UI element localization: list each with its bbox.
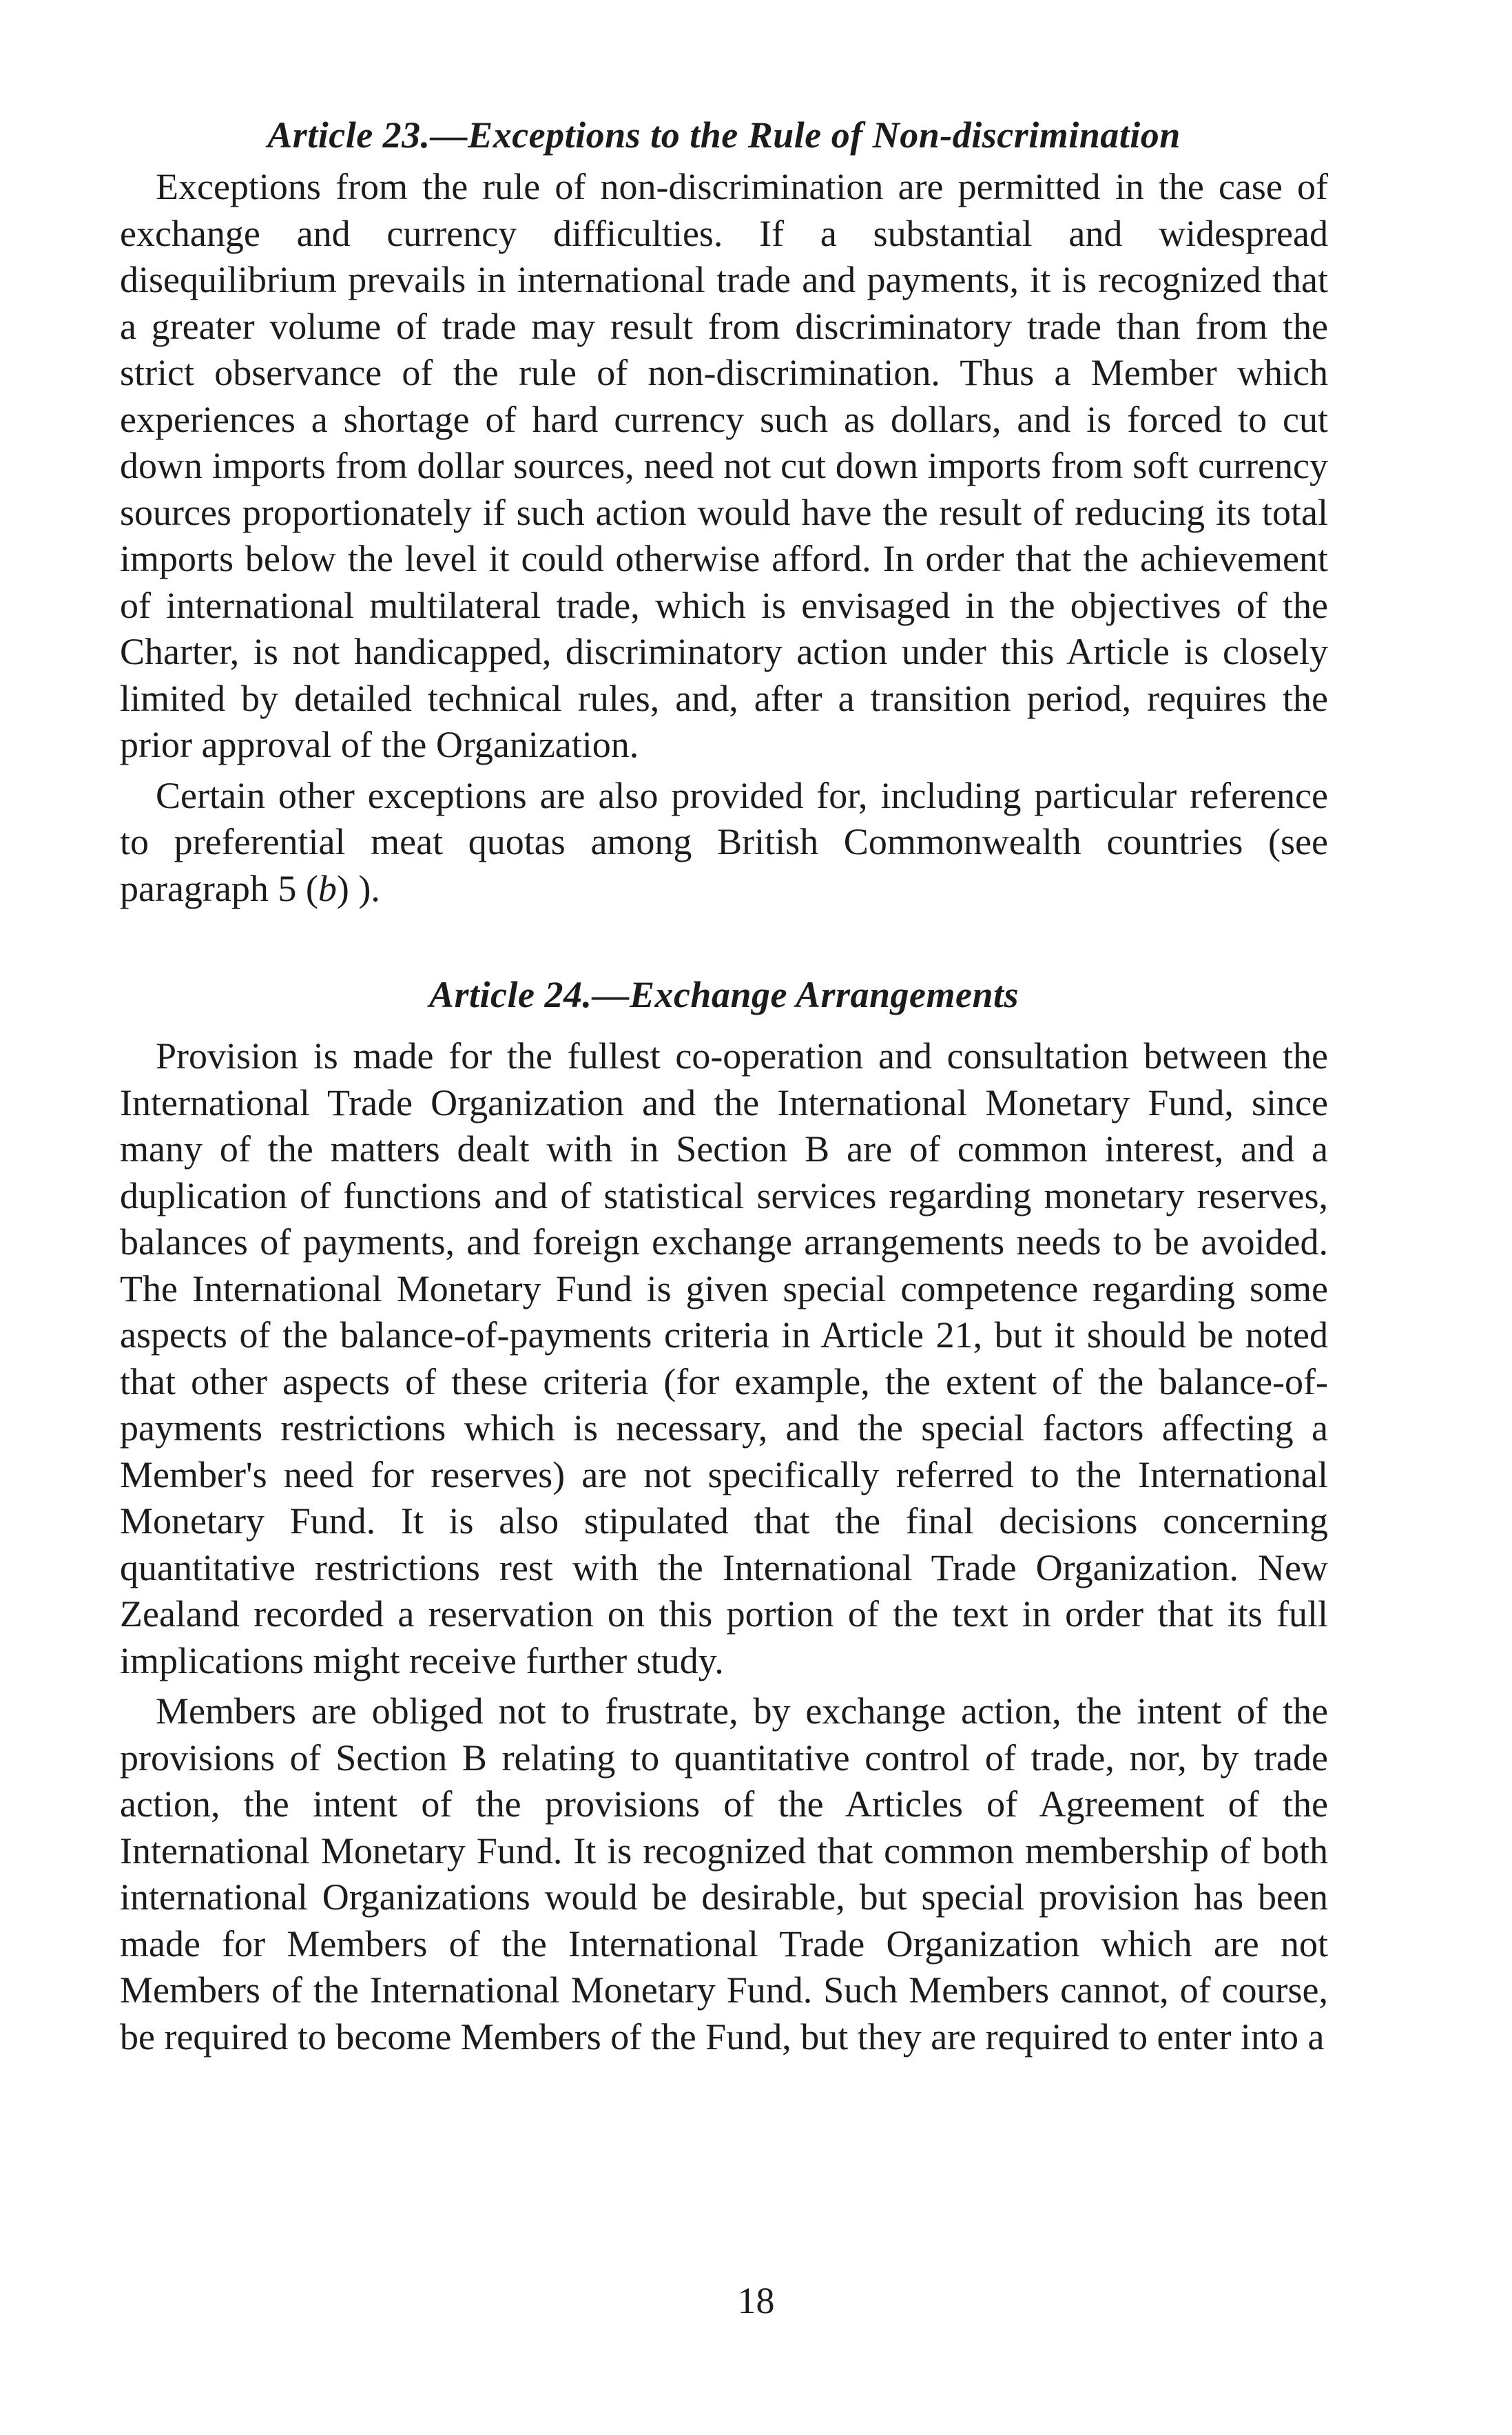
article-23-heading: Article 23.—Exceptions to the Rule of Non-discrimination [267,114,1181,156]
article-23-paragraph-1: Exceptions from the rule of non-discrimination are permitted in the case of exchange and currency difficulties. If a substantial and widespread disequilibrium prevails in international trade and payments, it is recognized that a greater volume of trade may result from discriminatory trade than from the strict observance of the rule of non-discrimination. Thus a Member which experiences a shortage of hard currency such as dollars, and is forced to cut down imports from dollar sources, need not cut down imports from soft currency sources proportionately if such action would have the result of reducing its total imports below the level it could otherwise afford. In order that the achievement of international multilateral trade, which is envisaged in the objectives of the Charter, is not handicapped, discriminatory action under this Article is closely limited by detailed technical rules, and, after a transition period, requires the prior approval of the Organization. [120,166,1328,765]
text-column [120,112,1328,2060]
article-24-heading: Article 24.—Exchange Arrangements [428,974,1019,1015]
article-24-paragraph-1: Provision is made for the fullest co-operation and consultation between the International Trade Organization and the International Monetary Fund, since many of the matters dealt with in Section B are of common interest, and a duplication of functions and of statistical services regarding monetary reserves, balances of payments, and foreign exchange arrangements needs to be avoided. The International Monetary Fund is given special competence regarding some aspects of the balance-of-payments criteria in Article 21, but it should be noted that other aspects of these criteria (for example, the extent of the balance-of-payments restrictions which is necessary, and the special factors affecting a Member's need for reserves) are not specifically referred to the International Monetary Fund. It is also stipulated that the final decisions concerning quantitative restrictions rest with the International Trade Organization. New Zealand recorded a reservation on this portion of the text in order that its full implications might receive further study. [120,1035,1328,1681]
article-24-paragraph-2: Members are obliged not to frustrate, by exchange action, the intent of the provisions of Section B relating to quantitative control of trade, nor, by trade action, the intent of the provisions of the Articles of Agreement of the International Monetary Fund. It is recognized that common membership of both international Organizations would be desirable, but special provision has been made for Members of the International Trade Organization which are not Members of the International Monetary Fund. Such Members cannot, of course, be required to become Members of the Fund, but they are required to enter into a [120,1690,1328,2058]
paragraph-reference-letter: b [318,867,337,909]
article-23-paragraph-2-end: ) ). [336,867,380,909]
article-23-paragraph-2-text: Certain other exceptions are also provided for, including particular reference to preferential meat quotas among British Commonwealth countries (see paragraph 5 ( [120,774,1328,909]
page-number: 18 [737,2280,775,2321]
article-23-paragraph-2 [120,773,1328,913]
